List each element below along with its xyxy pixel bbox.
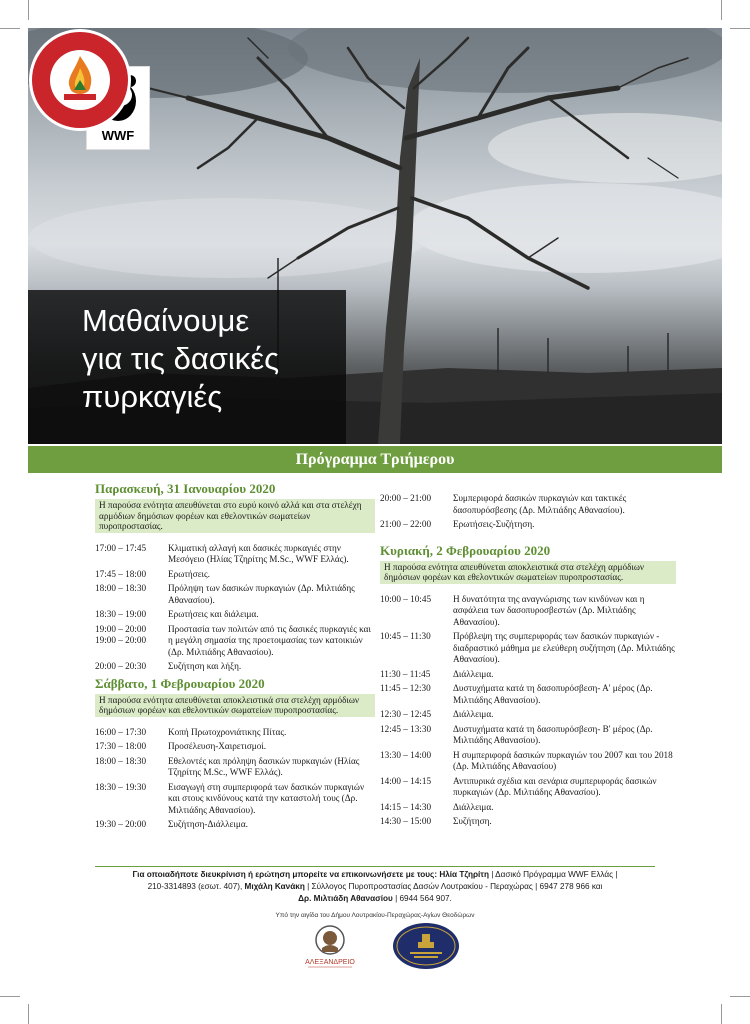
day3-audience-note: Η παρούσα ενότητα απευθύνεται αποκλειστικά στα στελέχη αρμόδιων δημόσιων φορέων και εθελοντικών σωματείων πυροπροστασίας. <box>380 561 676 584</box>
schedule-row <box>380 493 676 516</box>
schedule-row <box>95 624 375 659</box>
session-description: Κλιματική αλλαγή και δασικές πυρκαγιές στην Μεσόγειο (Ηλίας Τζηρίτης M.Sc., WWF Ελλάς). <box>168 542 349 564</box>
session-description: Προστασία των πολιτών από τις δασικές πυρκαγιές και η μεγάλη σημασία της προετοιμασίας των κατοικιών (Δρ. Μιλτιάδης Αθανασίου). <box>168 623 371 657</box>
sponsor-name: ΑΛΕΞΑΝΔΡΕΙΟ <box>305 959 355 966</box>
session-description: Ερωτήσεις και διάλειμα. <box>168 609 259 619</box>
wwf-label: WWF <box>101 128 135 143</box>
session-description: Εθελοντές και πρόληψη δασικών πυρκαγιών (Ηλίας Τζηρίτης M.Sc., WWF Ελλάς). <box>168 755 360 777</box>
schedule-row <box>380 594 676 629</box>
session-description: Συζήτηση και λήξη. <box>168 661 242 671</box>
contact-name-2: Μιχάλη Κανάκη <box>244 881 305 891</box>
contact-wwf: | Δασικό Πρόγραμμα WWF Ελλάς | <box>488 870 618 879</box>
session-description: Δυστυχήματα κατά τη δασοπυρόσβεση- Β' μέρος (Δρ. Μιλτιάδης Αθανασίου). <box>453 723 653 745</box>
session-time: 17:30 – 18:00 <box>95 741 147 751</box>
session-time: 13:30 – 14:00 <box>380 749 432 760</box>
session-time: 14:15 – 14:30 <box>380 801 432 812</box>
session-time: 18:30 – 19:00 <box>95 609 147 619</box>
session-description: Διάλλειμα. <box>453 801 494 812</box>
patronage-text: Υπό την αιγίδα του Δήμου Λουτρακίου-Περαχώρας-Αγίων Θεοδώρων <box>275 912 475 919</box>
day1-schedule <box>95 543 375 673</box>
schedule-row <box>380 816 676 828</box>
session-time: 19:00 – 20:00 19:00 – 20:00 <box>95 623 147 645</box>
session-description: Συμπεριφορά δασικών πυρκαγιών και τακτικές δασοπυρόσβεσης (Δρ. Μιλτιάδης Αθανασίου). <box>453 493 627 515</box>
schedule-row <box>380 709 676 721</box>
session-description: Ερωτήσεις. <box>168 568 210 579</box>
session-time: 19:30 – 20:00 <box>95 819 147 829</box>
session-time: 10:45 – 11:30 <box>380 631 431 641</box>
crop-mark <box>730 28 750 29</box>
session-time: 18:00 – 18:30 <box>95 755 147 766</box>
session-description: Προσέλευση-Χαιρετισμοί. <box>168 741 267 751</box>
session-time: 11:45 – 12:30 <box>380 683 431 693</box>
day2-audience-note: Η παρούσα ενότητα απευθύνεται αποκλειστικά στα στελέχη αρμόδιων δημόσιων φορέων και εθελοντικών σωματείων πυροπροστασίας. <box>95 694 375 717</box>
session-time: 10:00 – 10:45 <box>380 593 432 604</box>
day1-audience-note: Η παρούσα ενότητα απευθύνεται στο ευρύ κοινό αλλά και στα στελέχη αρμόδιων δημόσιων φορέων και εθελοντικών σωματείων πυροπροστασίας. <box>95 499 375 533</box>
session-time: 20:00 – 20:30 <box>95 661 147 671</box>
crop-mark <box>721 1004 722 1024</box>
schedule-row <box>95 661 375 673</box>
schedule-row <box>95 609 375 621</box>
crop-mark <box>730 996 750 997</box>
schedule-row <box>95 741 375 753</box>
day3-schedule <box>380 594 676 828</box>
schedule-row <box>95 782 375 817</box>
alexandreio-logo <box>300 920 360 972</box>
schedule-row <box>95 583 375 606</box>
contact-phone-1: 210-3314893 (εσωτ. 407), <box>147 881 243 891</box>
day1-heading: Παρασκευή, 31 Ιανουαρίου 2020 <box>95 481 276 496</box>
crop-mark <box>28 1004 29 1024</box>
poster-title: Μαθαίνουμε για τις δασικές πυρκαγιές <box>82 303 280 414</box>
schedule-row <box>380 776 676 799</box>
schedule-row <box>380 802 676 814</box>
crop-mark <box>0 28 20 29</box>
schedule-row <box>380 683 676 706</box>
day2-heading: Σάββατο, 1 Φεβρουαρίου 2020 <box>95 675 265 691</box>
session-description: Συζήτηση. <box>453 816 492 826</box>
contact-name-3: Δρ. Μιλτιάδη Αθανασίου <box>298 893 393 903</box>
schedule-row <box>95 569 375 581</box>
session-time: 14:00 – 14:15 <box>380 775 432 786</box>
schedule-row <box>95 819 375 831</box>
day2-schedule <box>95 727 375 831</box>
session-description: Ερωτήσεις-Συζήτηση. <box>453 519 535 529</box>
day3-heading: Κυριακή, 2 Φεβρουαρίου 2020 <box>380 542 551 558</box>
program-banner: Πρόγραμμα Τριήμερου <box>28 446 722 473</box>
session-time: 12:45 – 13:30 <box>380 723 432 734</box>
session-time: 16:00 – 17:30 <box>95 726 147 737</box>
session-description: Πρόβλεψη της συμπεριφοράς των δασικών πυρκαγιών - διαδραστικό μάθημα με ελεύθερη συζήτηση (Δρ. Μιλτιάδης Αθανασίου). <box>453 631 675 664</box>
contact-phone-3: | 6944 564 907. <box>392 893 452 903</box>
session-time: 14:30 – 15:00 <box>380 816 432 826</box>
schedule-row <box>95 543 375 566</box>
schedule-row <box>95 756 375 779</box>
session-description: Συζήτηση-Διάλλειμα. <box>168 819 248 829</box>
session-time: 11:30 – 11:45 <box>380 668 431 679</box>
crop-mark <box>28 0 29 20</box>
session-description: Κοπή Πρωτοχρονιάτικης Πίτας. <box>168 726 287 737</box>
session-time: 18:30 – 19:30 <box>95 781 147 792</box>
contact-association: | Σύλλογος Πυροπροστασίας Δασών Λουτρακίου - Περαχώρας | 6947 278 966 και <box>304 881 603 891</box>
session-description: Εισαγωγή στη συμπεριφορά των δασικών πυρκαγιών και στους κινδύνους κατά την καταστολή τους (Δρ. Μιλτιάδης Αθανασίου). <box>168 781 365 815</box>
fire-protection-association-seal <box>28 28 132 132</box>
session-time: 17:00 – 17:45 <box>95 542 147 553</box>
session-description: Δυστυχήματα κατά τη δασοπυρόσβεση- Α' μέρος (Δρ. Μιλτιάδης Αθανασίου). <box>453 683 653 705</box>
session-description: Η δυνατότητα της αναγνώρισης των κινδύνων και η ασφάλεια των δασοπυροσβεστών (Δρ. Μιλτιάδης Αθανασίου). <box>453 593 645 627</box>
schedule-row <box>380 750 676 773</box>
session-time: 20:00 – 21:00 <box>380 493 432 503</box>
day2-schedule-continued <box>380 493 676 531</box>
contact-intro: Για οποιαδήποτε διευκρίνιση ή ερώτηση μπορείτε να επικοινωνήσετε με τους: Ηλία Τζηρίτη <box>132 870 489 879</box>
crop-mark <box>721 0 722 20</box>
schedule-row <box>95 727 375 739</box>
footer-divider <box>95 866 655 867</box>
session-description: Διάλλειμα. <box>453 668 494 679</box>
session-description: Διάλλειμα. <box>453 709 494 719</box>
schedule-right-column <box>380 493 676 831</box>
schedule-row <box>380 724 676 747</box>
session-time: 21:00 – 22:00 <box>380 519 432 529</box>
schedule-left-column <box>95 481 375 834</box>
contact-footer <box>95 869 655 904</box>
schedule-row <box>380 519 676 531</box>
session-time: 12:30 – 12:45 <box>380 709 432 719</box>
session-description: Πρόληψη των δασικών πυρκαγιών (Δρ. Μιλτιάδης Αθανασίου). <box>168 583 355 605</box>
schedule-row <box>380 669 676 681</box>
session-time: 17:45 – 18:00 <box>95 568 147 579</box>
session-description: Αντιπυρικά σχέδια και σενάρια συμπεριφοράς δασικών πυρκαγιών (Δρ. Μιλτιάδης Αθανασίου). <box>453 775 657 797</box>
session-time: 18:00 – 18:30 <box>95 583 147 593</box>
schedule-row <box>380 631 676 666</box>
crop-mark <box>0 996 20 997</box>
session-description: Η συμπεριφορά δασικών πυρκαγιών του 2007 και του 2018 (Δρ. Μιλτιάδης Αθανασίου) <box>453 749 673 771</box>
municipality-logo <box>392 922 460 970</box>
